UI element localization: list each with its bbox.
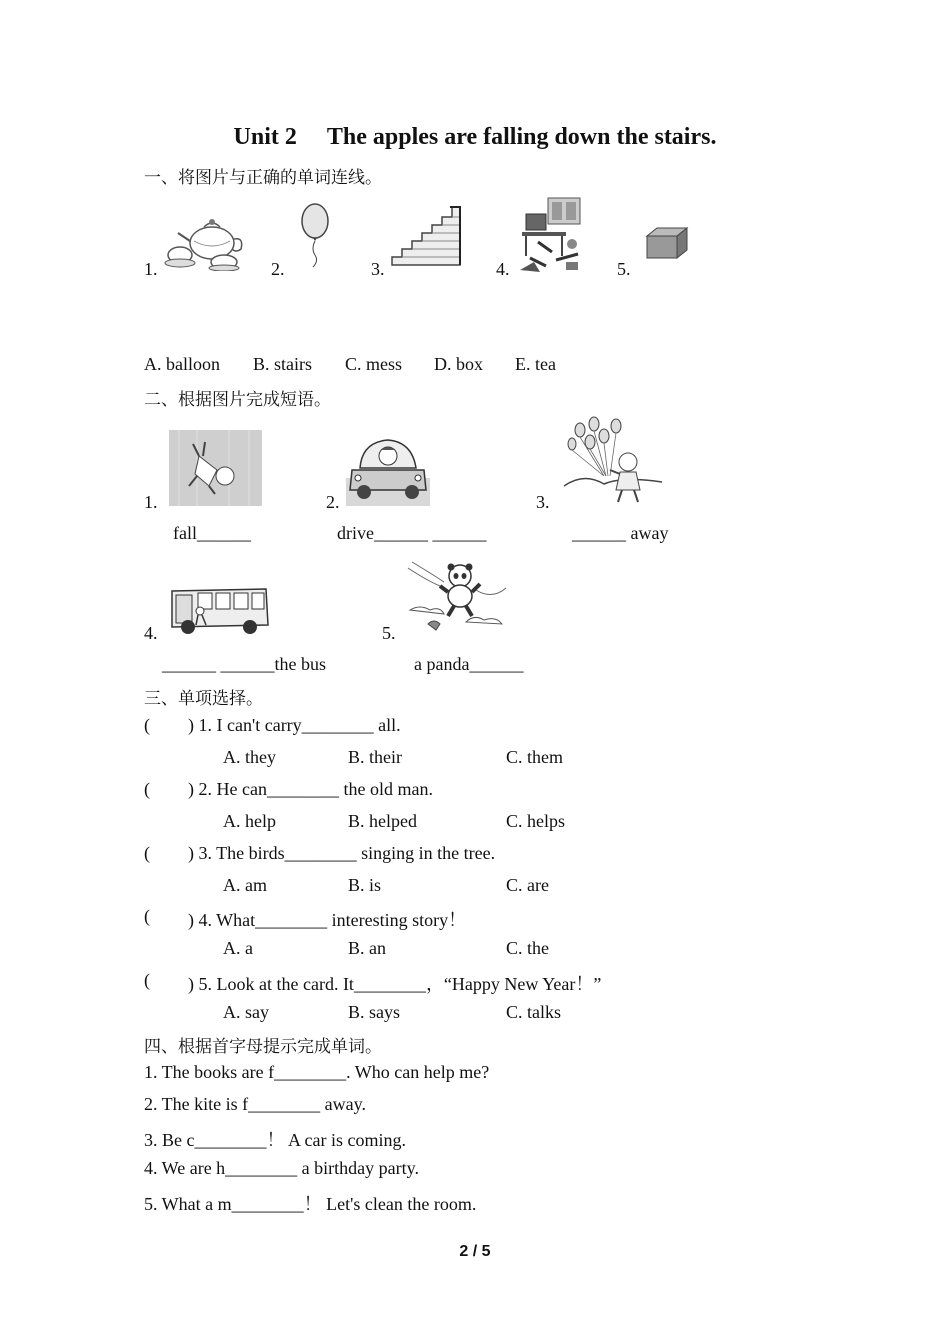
q1-option-b: B. their <box>348 747 402 767</box>
box-icon <box>645 226 689 260</box>
stairs-icon <box>390 203 462 267</box>
s4-line-3: 3. Be c________！ A car is coming. <box>144 1130 406 1150</box>
bus-icon <box>168 585 272 635</box>
s4-line-5: 5. What a m________！ Let's clean the room. <box>144 1194 477 1214</box>
s4-line-1: 1. The books are f________. Who can help me? <box>144 1062 490 1082</box>
s4-line-2: 2. The kite is f________ away. <box>144 1094 366 1114</box>
s4-line-4: 4. We are h________ a birthday party. <box>144 1158 419 1178</box>
panda-kite-icon <box>406 560 510 636</box>
s1-option-a: A. balloon <box>144 354 220 374</box>
page-number: 2 / 5 <box>459 1243 491 1260</box>
s1-num-3: 3. <box>371 259 385 279</box>
section4-heading: 四、根据首字母提示完成单词。 <box>144 1037 382 1056</box>
q5-stem: ) 5. Look at the card. It________，“Happy New Year！” <box>188 974 602 994</box>
q3-paren[interactable]: ( <box>144 843 150 863</box>
q5-paren[interactable]: ( <box>144 970 150 990</box>
q1-stem: ) 1. I can't carry________ all. <box>188 715 401 735</box>
s1-option-b: B. stairs <box>253 354 313 374</box>
q1-paren[interactable]: ( <box>144 715 150 735</box>
q3-option-c: C. are <box>506 875 549 895</box>
section3-heading: 三、单项选择。 <box>144 689 263 708</box>
q2-option-b: B. helped <box>348 811 417 831</box>
q2-paren[interactable]: ( <box>144 779 150 799</box>
q4-stem: ) 4. What________ interesting story！ <box>188 910 467 930</box>
q1-option-c: C. them <box>506 747 563 767</box>
balloons-flying-icon <box>564 416 662 506</box>
s2-phrase-2: drive______ ______ <box>337 523 487 543</box>
title-unit: Unit 2 <box>233 124 297 150</box>
q5-option-b: B. says <box>348 1002 401 1022</box>
messy-room-icon <box>518 196 586 274</box>
q5-option-c: C. talks <box>506 1002 562 1022</box>
s1-num-5: 5. <box>617 259 631 279</box>
q2-option-a: A. help <box>223 811 276 831</box>
q4-paren[interactable]: ( <box>144 906 150 926</box>
s1-option-e: E. tea <box>515 354 556 374</box>
q3-option-a: A. am <box>223 875 267 895</box>
car-driver-icon <box>346 428 430 506</box>
section2-heading: 二、根据图片完成短语。 <box>144 390 331 409</box>
s2-phrase-5: a panda______ <box>414 654 524 674</box>
s2-num-1: 1. <box>144 492 158 512</box>
s2-phrase-3: ______ away <box>572 523 669 543</box>
q2-stem: ) 2. He can________ the old man. <box>188 779 433 799</box>
q2-option-c: C. helps <box>506 811 566 831</box>
section1-heading: 一、将图片与正确的单词连线。 <box>144 168 382 187</box>
q5-option-a: A. say <box>223 1002 269 1022</box>
teapot-icon <box>164 215 244 271</box>
q4-option-c: C. the <box>506 938 549 958</box>
q3-stem: ) 3. The birds________ singing in the tree. <box>188 843 496 863</box>
page-title <box>0 124 950 151</box>
title-text: The apples are falling down the stairs. <box>326 124 717 150</box>
s2-num-3: 3. <box>536 492 550 512</box>
s1-option-c: C. mess <box>345 354 403 374</box>
s2-num-2: 2. <box>326 492 340 512</box>
s2-num-4: 4. <box>144 623 158 643</box>
q3-option-b: B. is <box>348 875 382 895</box>
q1-option-a: A. they <box>223 747 276 767</box>
s2-num-5: 5. <box>382 623 396 643</box>
falling-child-icon <box>169 430 262 506</box>
q4-option-b: B. an <box>348 938 386 958</box>
balloon-icon <box>297 203 333 269</box>
s1-option-d: D. box <box>434 354 483 374</box>
s1-num-1: 1. <box>144 259 158 279</box>
s2-phrase-1: fall______ <box>173 523 251 543</box>
q4-option-a: A. a <box>223 938 253 958</box>
s2-phrase-4: ______ ______the bus <box>162 654 326 674</box>
s1-num-2: 2. <box>271 259 285 279</box>
s1-num-4: 4. <box>496 259 510 279</box>
